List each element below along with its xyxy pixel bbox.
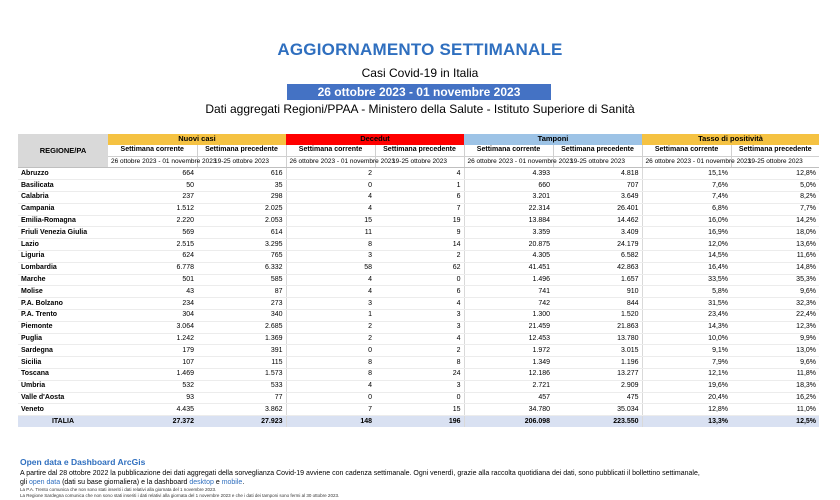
rate-previous-cell: 22,4% [731,309,819,321]
rate-previous-cell: 13,0% [731,345,819,357]
swabs-current-cell: 1.972 [464,345,553,357]
deaths-current-cell: 0 [286,345,375,357]
cases-previous-cell: 2.053 [197,215,286,227]
deaths-current-cell: 3 [286,250,375,262]
cases-current-cell: 179 [108,345,197,357]
rate-current-cell: 19,6% [642,380,731,392]
swabs-previous-cell: 1.196 [553,357,642,369]
open-data-link[interactable]: open data [28,479,61,486]
rate-current-cell: 16,0% [642,215,731,227]
rate-current-cell: 14,5% [642,250,731,262]
deaths-previous-cell: 14 [375,239,464,251]
swabs-current-cell: 4.393 [464,168,553,180]
rate-previous-cell: 5,0% [731,180,819,192]
week-current-header: Settimana corrente [464,145,553,156]
region-cell: Toscana [18,368,108,380]
deaths-previous-cell: 2 [375,250,464,262]
cases-previous-cell: 87 [197,286,286,298]
swabs-previous-cell: 26.401 [553,203,642,215]
period-previous-header: 19-25 ottobre 2023 [731,156,819,168]
region-cell: Valle d'Aosta [18,392,108,404]
deaths-current-cell: 4 [286,380,375,392]
table-row [18,345,819,357]
total-rate-current: 13,3% [642,416,731,427]
cases-current-cell: 4.435 [108,404,197,416]
table-row [18,404,819,416]
region-cell: Sardegna [18,345,108,357]
swabs-current-cell: 457 [464,392,553,404]
rate-current-cell: 12,1% [642,368,731,380]
cases-current-cell: 304 [108,309,197,321]
cases-current-cell: 624 [108,250,197,262]
period-previous-header: 19-25 ottobre 2023 [197,156,286,168]
rate-current-cell: 31,5% [642,298,731,310]
rate-current-cell: 7,6% [642,180,731,192]
cases-previous-cell: 533 [197,380,286,392]
region-cell: Lazio [18,239,108,251]
cases-previous-cell: 1.573 [197,368,286,380]
table-row [18,215,819,227]
swabs-previous-cell: 475 [553,392,642,404]
rate-current-cell: 5,8% [642,286,731,298]
table-row [18,239,819,251]
deaths-current-cell: 3 [286,298,375,310]
page-subtitle: Casi Covid-19 in Italia [361,66,479,80]
cases-current-cell: 1.469 [108,368,197,380]
week-current-header: Settimana corrente [108,145,197,156]
table-row [18,262,819,274]
deaths-current-cell: 1 [286,309,375,321]
total-rate-previous: 12,5% [731,416,819,427]
week-previous-header: Settimana precedente [553,145,642,156]
cases-previous-cell: 273 [197,298,286,310]
region-cell: Sicilia [18,357,108,369]
total-region-cell: ITALIA [18,416,108,427]
cases-current-cell: 237 [108,191,197,203]
cases-previous-cell: 298 [197,191,286,203]
deaths-previous-cell: 4 [375,298,464,310]
region-cell: Lombardia [18,262,108,274]
region-cell: Calabria [18,191,108,203]
swabs-current-cell: 1.349 [464,357,553,369]
region-cell: Molise [18,286,108,298]
cases-current-cell: 50 [108,180,197,192]
cases-previous-cell: 614 [197,227,286,239]
table-row [18,392,819,404]
rate-previous-cell: 14,8% [731,262,819,274]
rate-previous-cell: 18,0% [731,227,819,239]
rate-previous-cell: 11,0% [731,404,819,416]
table-row [18,286,819,298]
region-cell: Friuli Venezia Giulia [18,227,108,239]
footnote-trento: La P.A. Trento comunica che non sono stati inseriti i dati relativi alla giornata del 1 novembre 2023. [20,487,217,492]
cases-current-cell: 3.064 [108,321,197,333]
period-current-header: 26 ottobre 2023 - 01 novembre 2023 [642,156,731,168]
rate-current-cell: 12,8% [642,404,731,416]
table-row [18,203,819,215]
region-cell: Emilia-Romagna [18,215,108,227]
table-row [18,227,819,239]
rate-current-cell: 33,5% [642,274,731,286]
footer-title: Open data e Dashboard ArcGis [20,457,146,467]
total-deaths-previous: 196 [375,416,464,427]
table-row [18,250,819,262]
table-row [18,191,819,203]
region-column-header: REGIONE/PA [18,134,108,168]
cases-previous-cell: 77 [197,392,286,404]
swabs-previous-cell: 35.034 [553,404,642,416]
group-header-positivity-rate: Tasso di positività [642,134,819,145]
table-row [18,309,819,321]
total-swabs-previous: 223.550 [553,416,642,427]
footer-text-2c: e [215,479,220,486]
swabs-previous-cell: 24.179 [553,239,642,251]
rate-previous-cell: 14,2% [731,215,819,227]
swabs-current-cell: 12.186 [464,368,553,380]
swabs-current-cell: 1.300 [464,309,553,321]
rate-current-cell: 7,9% [642,357,731,369]
region-cell: Marche [18,274,108,286]
deaths-current-cell: 8 [286,239,375,251]
cases-previous-cell: 6.332 [197,262,286,274]
footer-paragraph [20,469,820,487]
swabs-previous-cell: 13.277 [553,368,642,380]
cases-previous-cell: 2.685 [197,321,286,333]
swabs-previous-cell: 910 [553,286,642,298]
rate-current-cell: 7,4% [642,191,731,203]
deaths-previous-cell: 7 [375,203,464,215]
rate-current-cell: 12,0% [642,239,731,251]
period-current-header: 26 ottobre 2023 - 01 novembre 2023 [108,156,197,168]
rate-previous-cell: 18,3% [731,380,819,392]
deaths-current-cell: 15 [286,215,375,227]
cases-previous-cell: 3.862 [197,404,286,416]
swabs-previous-cell: 2.909 [553,380,642,392]
deaths-previous-cell: 4 [375,168,464,180]
deaths-current-cell: 7 [286,404,375,416]
region-cell: Piemonte [18,321,108,333]
cases-current-cell: 2.220 [108,215,197,227]
rate-current-cell: 20,4% [642,392,731,404]
deaths-previous-cell: 62 [375,262,464,274]
period-current-header: 26 ottobre 2023 - 01 novembre 2023 [286,156,375,168]
cases-previous-cell: 585 [197,274,286,286]
table-row [18,333,819,345]
cases-previous-cell: 1.369 [197,333,286,345]
table-row [18,368,819,380]
swabs-previous-cell: 13.780 [553,333,642,345]
week-previous-header: Settimana precedente [731,145,819,156]
region-cell: P.A. Bolzano [18,298,108,310]
deaths-previous-cell: 3 [375,309,464,321]
region-cell: P.A. Trento [18,309,108,321]
region-cell: Basilicata [18,180,108,192]
deaths-previous-cell: 19 [375,215,464,227]
deaths-previous-cell: 3 [375,321,464,333]
swabs-previous-cell: 844 [553,298,642,310]
cases-previous-cell: 3.295 [197,239,286,251]
swabs-current-cell: 20.875 [464,239,553,251]
footer-text-2b: (dati su base giornaliera) e la dashboard [62,479,188,486]
table-body [18,168,819,416]
rate-current-cell: 23,4% [642,309,731,321]
footer-text-1: A partire dal 28 ottobre 2022 la pubblicazione dei dati aggregati della sorveglianza Covid-19 avviene con cadenza settimanale. Ogni venerdì, grazie alla raccolta quotidiana dei dati, sono pubblicati il bollettino settimanale, [20,470,700,477]
rate-previous-cell: 12,3% [731,321,819,333]
deaths-current-cell: 8 [286,357,375,369]
total-deaths-current: 148 [286,416,375,427]
total-swabs-current: 206.098 [464,416,553,427]
swabs-current-cell: 660 [464,180,553,192]
deaths-previous-cell: 15 [375,404,464,416]
region-cell: Veneto [18,404,108,416]
rate-current-cell: 9,1% [642,345,731,357]
group-header-new-cases: Nuovi casi [108,134,286,145]
covid-weekly-table [18,134,819,427]
cases-current-cell: 93 [108,392,197,404]
cases-current-cell: 234 [108,298,197,310]
cases-current-cell: 1.512 [108,203,197,215]
deaths-previous-cell: 9 [375,227,464,239]
rate-previous-cell: 7,7% [731,203,819,215]
deaths-previous-cell: 24 [375,368,464,380]
deaths-previous-cell: 1 [375,180,464,192]
deaths-current-cell: 8 [286,368,375,380]
cases-current-cell: 1.242 [108,333,197,345]
deaths-previous-cell: 2 [375,345,464,357]
footnote-sardegna: La Regione Sardegna comunica che non sono stati inseriti i dati relativi alla giornata del 1 novembre 2023 e che i dati dei tamponi sono fermi al 30 ottobre 2023. [20,493,340,498]
table-row [18,357,819,369]
swabs-previous-cell: 4.818 [553,168,642,180]
table-row [18,274,819,286]
deaths-current-cell: 4 [286,191,375,203]
region-cell: Puglia [18,333,108,345]
cases-current-cell: 501 [108,274,197,286]
swabs-current-cell: 3.359 [464,227,553,239]
swabs-current-cell: 742 [464,298,553,310]
table-total-row [18,416,819,427]
deaths-current-cell: 2 [286,168,375,180]
page-title: AGGIORNAMENTO SETTIMANALE [277,40,563,59]
deaths-current-cell: 11 [286,227,375,239]
group-header-deaths: Decedut [286,134,464,145]
cases-previous-cell: 35 [197,180,286,192]
deaths-previous-cell: 6 [375,286,464,298]
deaths-current-cell: 4 [286,286,375,298]
cases-current-cell: 569 [108,227,197,239]
swabs-current-cell: 21.459 [464,321,553,333]
region-cell: Campania [18,203,108,215]
deaths-previous-cell: 0 [375,392,464,404]
date-range-banner: 26 ottobre 2023 - 01 novembre 2023 [287,84,551,100]
cases-current-cell: 43 [108,286,197,298]
desktop-dashboard-link[interactable]: desktop [189,479,214,486]
rate-current-cell: 6,8% [642,203,731,215]
rate-previous-cell: 32,3% [731,298,819,310]
deaths-current-cell: 2 [286,333,375,345]
cases-current-cell: 6.778 [108,262,197,274]
swabs-previous-cell: 14.462 [553,215,642,227]
swabs-previous-cell: 3.649 [553,191,642,203]
total-cases-previous: 27.923 [197,416,286,427]
cases-previous-cell: 765 [197,250,286,262]
cases-previous-cell: 616 [197,168,286,180]
deaths-current-cell: 0 [286,180,375,192]
swabs-current-cell: 13.884 [464,215,553,227]
cases-previous-cell: 2.025 [197,203,286,215]
region-cell: Umbria [18,380,108,392]
rate-previous-cell: 9,9% [731,333,819,345]
swabs-current-cell: 34.780 [464,404,553,416]
swabs-current-cell: 1.496 [464,274,553,286]
deaths-previous-cell: 8 [375,357,464,369]
rate-current-cell: 14,3% [642,321,731,333]
rate-current-cell: 16,4% [642,262,731,274]
footer [20,457,820,499]
week-current-header: Settimana corrente [286,145,375,156]
rate-previous-cell: 35,3% [731,274,819,286]
cases-current-cell: 664 [108,168,197,180]
region-cell: Liguria [18,250,108,262]
rate-previous-cell: 12,8% [731,168,819,180]
cases-current-cell: 2.515 [108,239,197,251]
deaths-previous-cell: 0 [375,274,464,286]
cases-previous-cell: 391 [197,345,286,357]
cases-current-cell: 107 [108,357,197,369]
swabs-current-cell: 41.451 [464,262,553,274]
deaths-current-cell: 2 [286,321,375,333]
swabs-previous-cell: 707 [553,180,642,192]
swabs-previous-cell: 42.863 [553,262,642,274]
rate-previous-cell: 16,2% [731,392,819,404]
deaths-previous-cell: 6 [375,191,464,203]
swabs-current-cell: 2.721 [464,380,553,392]
swabs-current-cell: 12.453 [464,333,553,345]
table-row [18,298,819,310]
swabs-previous-cell: 3.015 [553,345,642,357]
footer-text-2d: . [242,479,245,486]
week-previous-header: Settimana precedente [375,145,464,156]
deaths-previous-cell: 3 [375,380,464,392]
rate-previous-cell: 13,6% [731,239,819,251]
swabs-current-cell: 22.314 [464,203,553,215]
rate-previous-cell: 9,6% [731,286,819,298]
rate-previous-cell: 9,6% [731,357,819,369]
rate-current-cell: 10,0% [642,333,731,345]
period-current-header: 26 ottobre 2023 - 01 novembre 2023 [464,156,553,168]
cases-previous-cell: 115 [197,357,286,369]
table-row [18,380,819,392]
total-cases-current: 27.372 [108,416,197,427]
mobile-dashboard-link[interactable]: mobile [221,479,243,486]
swabs-previous-cell: 1.657 [553,274,642,286]
period-previous-header: 19-25 ottobre 2023 [553,156,642,168]
swabs-current-cell: 4.305 [464,250,553,262]
deaths-current-cell: 4 [286,203,375,215]
swabs-previous-cell: 1.520 [553,309,642,321]
footer-text-2a: gli [20,479,28,486]
week-previous-header: Settimana precedente [197,145,286,156]
swabs-current-cell: 741 [464,286,553,298]
swabs-previous-cell: 6.582 [553,250,642,262]
cases-previous-cell: 340 [197,309,286,321]
swabs-current-cell: 3.201 [464,191,553,203]
deaths-current-cell: 4 [286,274,375,286]
region-cell: Abruzzo [18,168,108,180]
deaths-current-cell: 58 [286,262,375,274]
rate-previous-cell: 11,6% [731,250,819,262]
swabs-previous-cell: 3.409 [553,227,642,239]
rate-previous-cell: 8,2% [731,191,819,203]
deaths-current-cell: 0 [286,392,375,404]
table-row [18,321,819,333]
swabs-previous-cell: 21.863 [553,321,642,333]
period-previous-header: 19-25 ottobre 2023 [375,156,464,168]
table-row [18,180,819,192]
table-row [18,168,819,180]
rate-current-cell: 15,1% [642,168,731,180]
week-current-header: Settimana corrente [642,145,731,156]
group-header-swabs: Tamponi [464,134,642,145]
deaths-previous-cell: 4 [375,333,464,345]
rate-previous-cell: 11,8% [731,368,819,380]
data-source: Dati aggregati Regioni/PPAA - Ministero della Salute - Istituto Superiore di Sanità [205,102,635,116]
cases-current-cell: 532 [108,380,197,392]
rate-current-cell: 16,9% [642,227,731,239]
